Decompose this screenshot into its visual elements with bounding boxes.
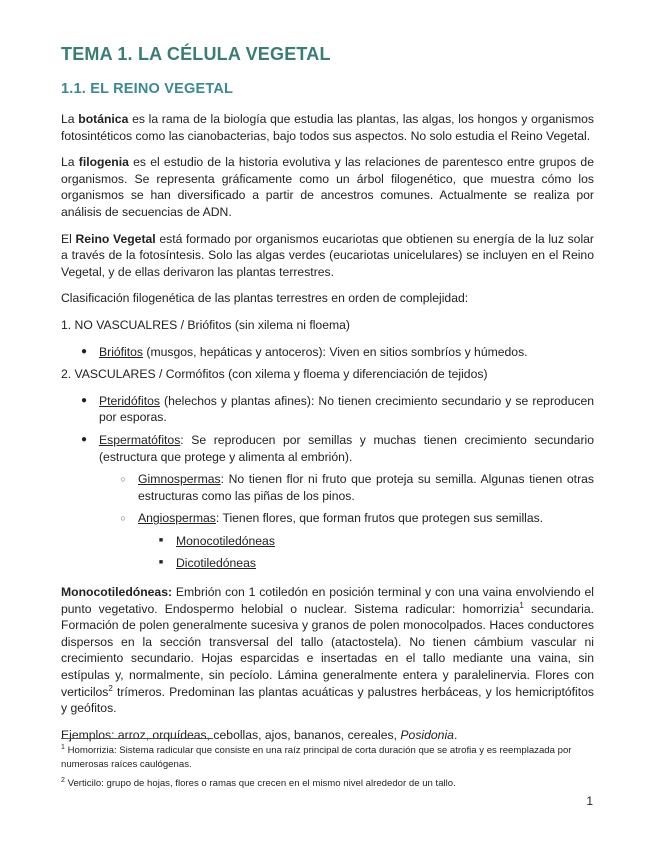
paragraph-clasificacion: Clasificación filogenética de las plantas terrestres en orden de complejidad:	[61, 291, 469, 306]
list-item-angiospermas: ○ Angiospermas: Tienen flores, que forman frutos que protegen sus semillas.	[138, 510, 594, 527]
square-bullet-icon: ■	[158, 536, 164, 544]
bullet-icon: ●	[80, 394, 88, 406]
list-item-briofitos: ● Briófitos (musgos, hepáticas y antoceros): Viven en sitios sombríos y húmedos.	[80, 344, 528, 359]
footnote-separator	[61, 738, 213, 739]
footnote-1: $^1$ Homorrizia: Sistema radicular que consiste en una raíz principal de corta duración que se atrofia y es reemplazada por numerosas raíces caulógenas.	[61, 743, 572, 770]
paragraph-monocotiledoneas: Monocotiledóneas: Embrión con 1 cotiledón en posición terminal y con una vaina envolviendo el punto vegetativo. Endospermo helobial o nuclear. Sistema radicular: homorrizia$^1$ secundaria. Formación de polen generalmente sucesiva y granos de polen monocolpados. Haces conductores dispersos en la sección transversal del tallo (atactostela). No tienen cámbium vascular ni crecimiento secundario. Hojas esparcidas e insertadas en el tallo mediante una vaina, sin estípulas y, normalmente, sin pecíolo. Lámina generalmente entera y paralelinervia. Flores con verticilos$^2$ trímeros. Predominan las plantas acuáticas y palustres herbáceas, y los hemicriptófitos y geófitos.	[61, 585, 594, 716]
term-botanica: botánica	[78, 112, 129, 126]
term-reino-vegetal: Reino Vegetal	[75, 231, 156, 246]
page-title: TEMA 1. LA CÉLULA VEGETAL	[61, 44, 331, 64]
list-item-dicotiledoneas: ■ Dicotiledóneas	[176, 555, 594, 572]
list-item-monocotiledoneas: ■ Monocotiledóneas	[176, 533, 594, 550]
list-item-gimnospermas: ○ Gimnospermas: No tienen flor ni fruto que proteja su semilla. Algunas tienen otras estructuras como las piñas de los pinos.	[138, 471, 594, 504]
footnote-ref-1[interactable]: 1	[519, 600, 524, 610]
footnote-2: $^2$ Verticilo: grupo de hojas, flores o ramas que crecen en el mismo nivel alrededor de un tallo.	[61, 776, 456, 789]
list-item-espermatofitos: ● Espermatófitos: Se reproducen por semillas y muchas tienen crecimiento secundario (estructura que protege y alimenta al embrión).	[80, 432, 594, 464]
circle-bullet-icon: ○	[120, 474, 126, 485]
paragraph-botanica: La botánica es la rama de la biología que estudia las plantas, las algas, los hongos y organismos fotosintéticos como las cianobacterias, bajo todos sus aspectos. No solo estudia el Reino Vegetal.	[61, 112, 594, 143]
bullet-icon: ●	[80, 433, 88, 445]
paragraph-ejemplos: Ejemplos: arroz, orquídeas, cebollas, ajos, bananos, cereales, Posidonia.	[61, 727, 458, 742]
circle-bullet-icon: ○	[120, 513, 126, 524]
square-bullet-icon: ■	[158, 559, 164, 567]
page-number: 1	[586, 794, 593, 808]
term-filogenia: filogenia	[78, 155, 129, 170]
section-heading: 1.1. EL REINO VEGETAL	[61, 81, 234, 97]
list-item-pteridofitos: ● Pteridófitos (helechos y plantas afines): No tienen crecimiento secundario y se reproducen por esporas.	[80, 393, 594, 425]
group-vasculares: 2. VASCULARES / Cormófitos (con xilema y floema y diferenciación de tejidos)	[61, 367, 488, 382]
bullet-icon: ●	[80, 345, 88, 357]
paragraph-filogenia: La filogenia es el estudio de la historia evolutiva y las relaciones de parentesco entre grupos de organismos. Se representa gráficamente como un árbol filogenético, que muestra cómo los organismos se han diversificado a partir de ancestros comunes. Actualmente se realiza por análisis de secuencias de ADN.	[61, 155, 594, 219]
footnote-ref-2[interactable]: 2	[108, 683, 113, 693]
paragraph-reino-vegetal: El Reino Vegetal está formado por organismos eucariotas que obtienen su energía de la luz solar a través de la fotosíntesis. Solo las algas verdes (eucariotas unicelulares) se incluyen en el Reino Vegetal, y de ellas derivaron las plantas terrestres.	[61, 231, 594, 279]
group-no-vasculares: 1. NO VASCUALRES / Briófitos (sin xilema ni floema)	[61, 317, 350, 332]
